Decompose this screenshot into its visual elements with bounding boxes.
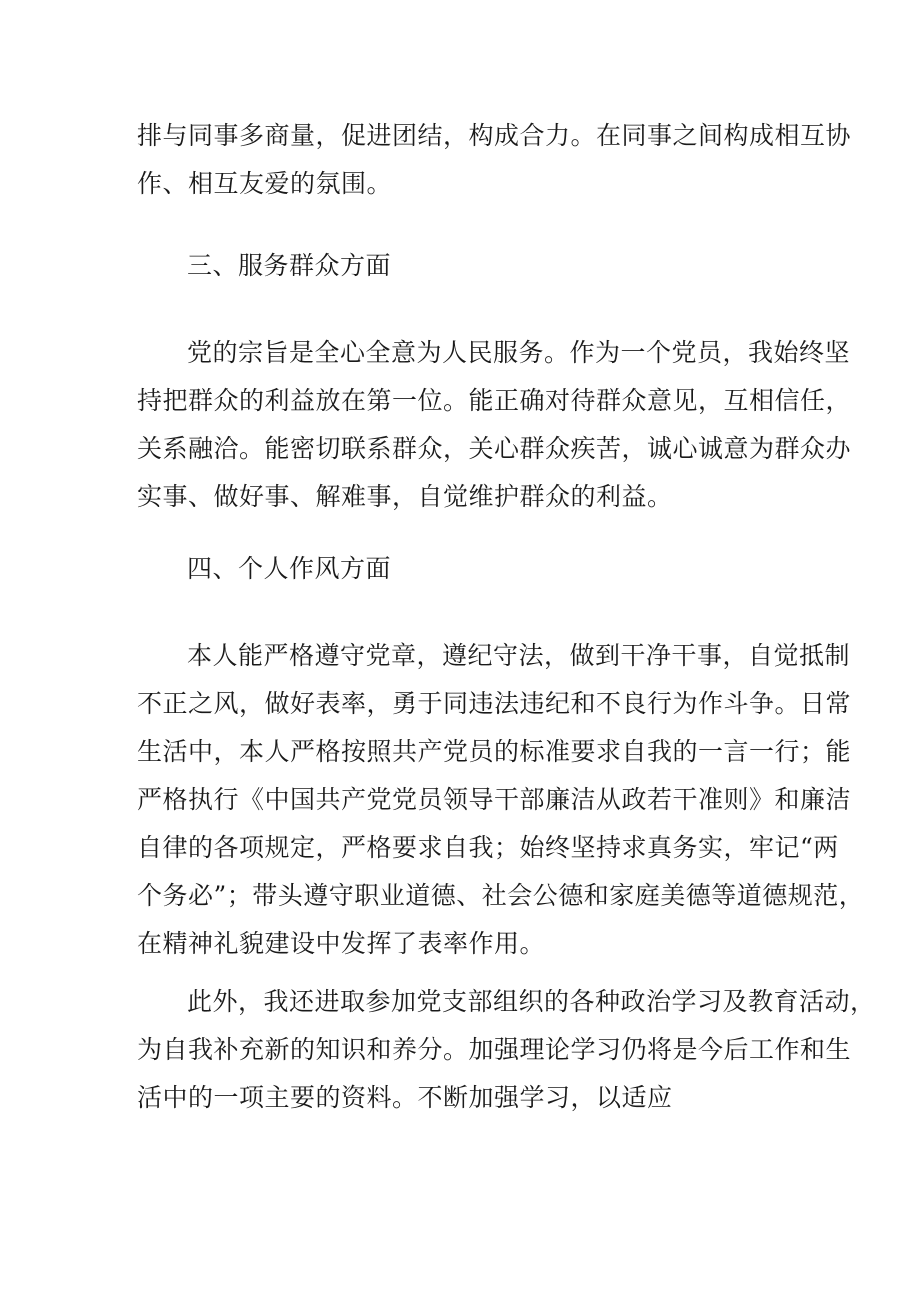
paragraph-2 (137, 329, 852, 521)
paragraph-line: 持把群众的利益放在第一位。能正确对待群众意见，互相信任， (137, 386, 852, 415)
paragraph-line: 本人能严格遵守党章，遵纪守法，做到干净干事，自觉抵制 (187, 641, 851, 670)
paragraph-line: 在精神礼貌建设中发挥了表率作用。 (137, 929, 546, 958)
paragraph-line: 此外，我还进取参加党支部组织的各种政治学习及教育活动， (187, 987, 876, 1016)
paragraph-line: 严格执行《中国共产党党员领导干部廉洁从政若干准则》和廉洁 (137, 785, 852, 814)
paragraph-line: 自律的各项规定，严格要求自我；始终坚持求真务实，牢记“两 (137, 833, 839, 862)
paragraph-line: 不正之风，做好表率，勇于同违法违纪和不良行为作斗争。日常 (137, 689, 852, 718)
section-heading-service: 三、服务群众方面 (187, 251, 392, 280)
paragraph-1 (137, 112, 852, 208)
paragraph-line: 排与同事多商量，促进团结，构成合力。在同事之间构成相互协 (137, 121, 852, 150)
paragraph-4 (137, 978, 876, 1122)
paragraph-line: 党的宗旨是全心全意为人民服务。作为一个党员，我始终坚 (187, 338, 851, 367)
paragraph-line: 为自我补充新的知识和养分。加强理论学习仍将是今后工作和生 (137, 1035, 852, 1064)
paragraph-line: 实事、做好事、解难事，自觉维护群众的利益。 (137, 482, 673, 511)
paragraph-line: 关系融洽。能密切联系群众，关心群众疾苦，诚心诚意为群众办 (137, 434, 852, 463)
paragraph-line: 活中的一项主要的资料。不断加强学习，以适应 (137, 1083, 673, 1112)
section-heading-conduct: 四、个人作风方面 (187, 554, 392, 583)
paragraph-line: 生活中，本人严格按照共产党员的标准要求自我的一言一行；能 (137, 737, 852, 766)
paragraph-3 (137, 632, 865, 968)
paragraph-line: 个务必”；带头遵守职业道德、社会公德和家庭美德等道德规范， (137, 881, 865, 910)
paragraph-line: 作、相互友爱的氛围。 (137, 169, 393, 198)
